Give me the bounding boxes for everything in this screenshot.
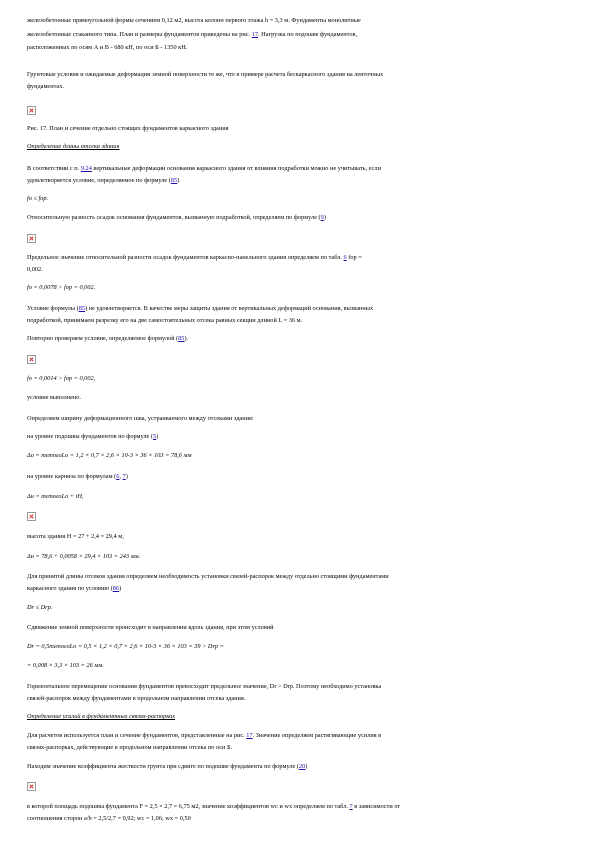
formula-link[interactable]: 5	[153, 433, 157, 440]
text-line: Горизонтальное перемещение основания фундаментов превосходит предельное значение, Dr > Drp. Поэтому необходимо установка	[27, 683, 382, 690]
broken-image-icon	[27, 355, 36, 364]
text-line: высота здания H = 27 + 2,4 = 29,4 м,	[27, 533, 124, 540]
text-line: соотношения сторон a/b = 2,5/2,7 = 0,92; wc = 1,06; wx = 0,50	[27, 815, 191, 822]
text-line: условие выполнено.	[27, 394, 81, 401]
formula-link[interactable]: 85	[78, 305, 85, 312]
formula: fo = 0,0078 > fop = 0,002.	[27, 284, 96, 291]
text-line: Определяем ширину деформационного шва, устраиваемого между отсеками здания:	[27, 415, 254, 422]
broken-image-icon	[27, 512, 36, 521]
section-heading: Определение длины отсека здания	[27, 143, 120, 150]
table-link[interactable]: 7	[349, 803, 353, 810]
figure-link[interactable]: 17	[251, 31, 259, 38]
clause-link[interactable]: 9.24	[80, 165, 92, 172]
figure-caption: Рис. 17. План и сечение отдельно стоящих фундаментов каркасного здания	[27, 125, 229, 132]
text-line: железобетонные стаканного типа. План и размеры фундаментов приведены на рис. 17. Нагрузка по подошве фундаментов,	[27, 31, 358, 38]
formula-link[interactable]: 85	[170, 177, 178, 184]
formula-link[interactable]: 9	[320, 214, 324, 221]
formula-link[interactable]: 7	[122, 473, 126, 480]
text-line: В соответствии с п. 9.24 вертикальные деформации основания каркасного здания от влияния подработки можно не учитывать, если	[27, 165, 381, 172]
section-heading: Определение усилий в фундаментных связях-распорках	[27, 713, 176, 720]
formula: Dr = 0,5mεmoεoLo = 0,5 × 1,2 × 0,7 × 2,6 × 10-3 × 36 × 103 = 39 > Drp =	[27, 643, 224, 650]
text-line: 0,002.	[27, 266, 43, 273]
broken-image-icon	[27, 234, 36, 243]
text-line: Предельное значение относительной разности осадок фундаментов каркасно-панельного здания определяем по табл. 6 fop =	[27, 254, 362, 261]
formula: = 0,008 × 3,3 × 103 = 26 мм.	[27, 662, 104, 669]
formula: Δн = 78,6 + 0,0058 × 29,4 × 103 = 243 мм.	[27, 553, 141, 560]
formula: fo = 0,0014 > fop = 0,002,	[27, 375, 96, 382]
text-line: Находим значение коэффициента жесткости грунта при сдвиге по подошве фундамента по формуле (20)	[27, 763, 308, 770]
text-line: удовлетворяется условие, определяемое по формуле (85)	[27, 177, 180, 184]
formula: Dr ≤ Drp.	[27, 604, 53, 611]
text-line: в которой площадь подошвы фундамента F = 2,5 × 2,7 = 6,75 м2, значение коэффициентов wc и wx определяем по табл. 7 в зависимости от	[27, 803, 401, 810]
text-line: Грунтовые условия и ожидаемые деформации земной поверхности те же, что в примере расчета бескаркасного здания на ленточных	[27, 71, 384, 78]
broken-image-icon	[27, 782, 36, 791]
text-line: фундаментах.	[27, 83, 64, 90]
text-line: на уровне подошвы фундаментов по формуле (5)	[27, 433, 159, 440]
text-line: связей-распорок между фундаментами в продольном направлении отсека здания.	[27, 695, 246, 702]
text-line: Относительную разность осадок основания фундаментов, вызванную подработкой, определяем по формуле (9)	[27, 214, 326, 221]
table-link[interactable]: 6	[343, 254, 347, 261]
text-line: Повторно проверяем условие, определяемое формулой (85).	[27, 335, 189, 342]
text-line: на уровне карниза по формулам (6, 7)	[27, 473, 128, 480]
formula: fo ≤ fop.	[27, 195, 49, 202]
text-line: подработкой, принимаем разрезку его на две самостоятельных отсека равных секции длиной L = 36 м.	[27, 317, 303, 324]
figure-link[interactable]: 17	[246, 732, 253, 739]
text-line: расположенных по осям А и В - 680 кН, по оси Б - 1350 кН.	[27, 44, 188, 51]
formula-link[interactable]: 86	[112, 585, 120, 592]
text-line: каркасного здания по условию (86)	[27, 585, 122, 592]
text-line: железобетонные прямоугольной формы сечением 0,12 м2, высота колонн первого этажа h = 3,3 м. Фундаменты монолитные	[27, 17, 361, 24]
text-line: Для принятой длины отсеков здания определяем необходимость установки связей-распорок между отдельно стоящими фундаментами	[27, 573, 389, 580]
formula-link[interactable]: 85	[178, 335, 185, 342]
broken-image-icon	[27, 106, 36, 115]
text-line: связях-распорках, действующие в продольном направлении отсека по оси Б.	[27, 744, 233, 751]
formula-link[interactable]: 20	[298, 763, 306, 770]
text-line: Условие формулы (85) не удовлетворяется. В качестве меры защиты здания от вертикальных деформаций основания, вызванных	[27, 305, 374, 312]
formula: Δн = mεmoεoLo + iH,	[27, 493, 84, 500]
formula: Δo = mεmoεoLo = 1,2 × 0,7 × 2,6 × 10-3 × 36 × 103 = 78,6 мм	[27, 452, 192, 459]
text-line: Для расчетов используется план и сечение фундаментов, представленные на рис. 17. Значение определяем растягивающие усилия в	[27, 732, 382, 739]
formula-link[interactable]: 6	[116, 473, 120, 480]
text-line: Сдвижение земной поверхности происходит в направлении вдоль здания, при этом условий	[27, 624, 274, 631]
